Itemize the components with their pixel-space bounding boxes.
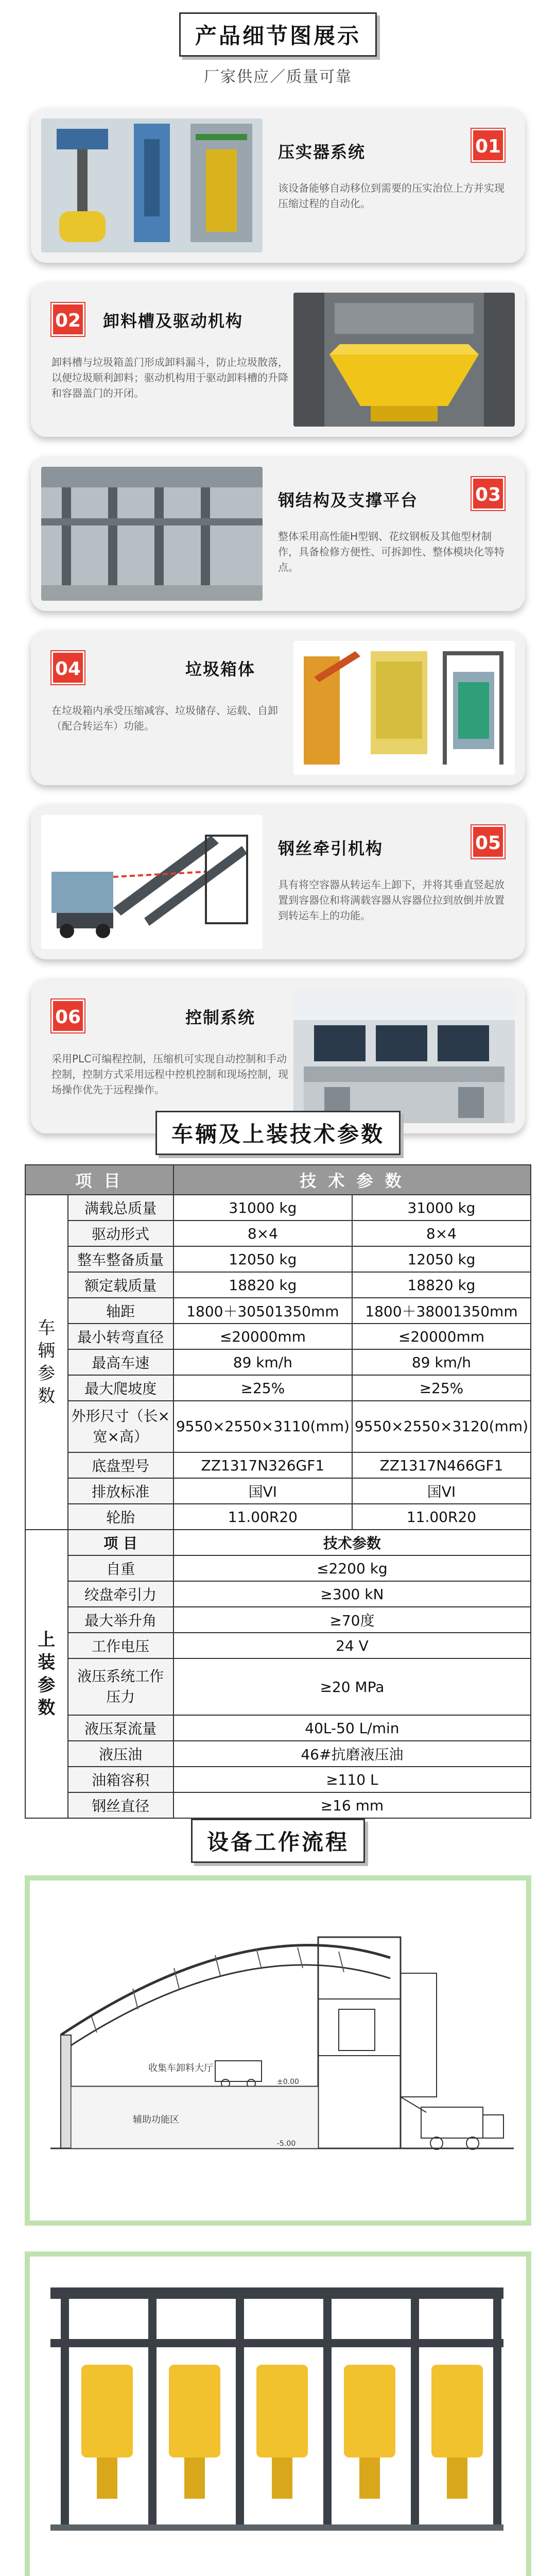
row-label: 钢丝直径 bbox=[68, 1792, 173, 1818]
row-value-a: 8×4 bbox=[173, 1221, 352, 1246]
row-label: 满载总质量 bbox=[68, 1195, 173, 1221]
table-row bbox=[25, 1195, 531, 1221]
card-description: 具有将空容器从转运车上卸下，并将其垂直竖起放置到容器位和将满载容器从容器位拉到放倒并放置到转运车上的功能。 bbox=[278, 878, 505, 922]
table-header-row bbox=[25, 1165, 531, 1195]
card-number: 04 bbox=[51, 651, 84, 684]
row-value-a: 1800＋30501350mm bbox=[173, 1298, 352, 1324]
row-value-b: ≥25% bbox=[352, 1375, 531, 1401]
feature-card-container bbox=[31, 631, 525, 785]
row-value-a: 89 km/h bbox=[173, 1349, 352, 1375]
table-row bbox=[25, 1581, 531, 1607]
row-value-a: 18820 kg bbox=[173, 1272, 352, 1298]
row-value: ≥110 L bbox=[173, 1767, 531, 1792]
table-row bbox=[25, 1741, 531, 1767]
card-title: 压实器系统 bbox=[278, 142, 366, 162]
row-label: 工作电压 bbox=[68, 1633, 173, 1658]
row-value-b: 国VI bbox=[352, 1478, 531, 1504]
row-value-a: ≤20000mm bbox=[173, 1324, 352, 1349]
row-value: 24 V bbox=[173, 1633, 531, 1658]
row-value-a: 国VI bbox=[173, 1478, 352, 1504]
row-label: 最大爬坡度 bbox=[68, 1375, 173, 1401]
feature-card-steel-structure bbox=[31, 456, 525, 611]
process-section-header bbox=[0, 1819, 556, 1863]
row-label: 液压油 bbox=[68, 1741, 173, 1767]
row-label: 外形尺寸（长×宽×高） bbox=[68, 1401, 173, 1452]
row-label: 最高车速 bbox=[68, 1349, 173, 1375]
steel-structure-photo bbox=[41, 467, 263, 601]
card-description: 在垃圾箱内承受压缩减容、垃圾储存、运载、自卸（配合转运车）功能。 bbox=[51, 704, 278, 732]
control-room-photo bbox=[293, 989, 515, 1123]
row-label: 最大举升角 bbox=[68, 1607, 173, 1633]
upper-header-params: 技术参数 bbox=[173, 1530, 531, 1555]
row-label: 驱动形式 bbox=[68, 1221, 173, 1246]
table-row bbox=[25, 1401, 531, 1452]
row-value-b: 12050 kg bbox=[352, 1246, 531, 1272]
table-row bbox=[25, 1715, 531, 1741]
table-row bbox=[25, 1324, 531, 1349]
row-value: ≥20 MPa bbox=[173, 1658, 531, 1715]
card-title: 控制系统 bbox=[185, 1008, 256, 1027]
process-section-drawing bbox=[25, 1875, 531, 2226]
spec-section-title: 车辆及上装技术参数 bbox=[155, 1111, 401, 1155]
row-value-a: 31000 kg bbox=[173, 1195, 352, 1221]
table-header-params: 技 术 参 数 bbox=[173, 1165, 531, 1195]
row-value-b: 8×4 bbox=[352, 1221, 531, 1246]
upper-group-label: 上装参数 bbox=[25, 1530, 68, 1818]
feature-card-compactor bbox=[31, 108, 525, 263]
table-row bbox=[25, 1555, 531, 1581]
row-label: 底盘型号 bbox=[68, 1452, 173, 1478]
row-value-a: 12050 kg bbox=[173, 1246, 352, 1272]
feature-card-wire-traction bbox=[31, 805, 525, 959]
row-label: 自重 bbox=[68, 1555, 173, 1581]
hall-label: 收集车卸料大厅 bbox=[148, 2063, 213, 2074]
card-title: 钢丝牵引机构 bbox=[278, 839, 384, 858]
wire-traction-illustration bbox=[41, 815, 263, 949]
table-row bbox=[25, 1767, 531, 1792]
table-row bbox=[25, 1607, 531, 1633]
table-row bbox=[25, 1504, 531, 1530]
row-label: 油箱容积 bbox=[68, 1767, 173, 1792]
render-svg bbox=[30, 2257, 526, 2576]
row-value: ≤2200 kg bbox=[173, 1555, 531, 1581]
area-label: 辅助功能区 bbox=[133, 2114, 179, 2125]
card-description: 整体采用高性能H型钢、花纹钢板及其他型材制作，具备检修方便性、可拆卸性、整体模块化等特点。 bbox=[278, 530, 505, 573]
row-label: 液压泵流量 bbox=[68, 1715, 173, 1741]
card-description: 采用PLC可编程控制，压缩机可实现自动控制和手动控制，控制方式采用远程中控机控制和现场控制，现场操作优先于远程操作。 bbox=[51, 1053, 288, 1096]
row-value-b: 1800＋38001350mm bbox=[352, 1298, 531, 1324]
table-row bbox=[25, 1298, 531, 1324]
row-label: 轴距 bbox=[68, 1298, 173, 1324]
detail-section-subtitle: 厂家供应／质量可靠 bbox=[204, 68, 352, 86]
spec-section-header bbox=[0, 1111, 556, 1155]
row-value-b: ≤20000mm bbox=[352, 1324, 531, 1349]
card-number: 06 bbox=[51, 999, 84, 1032]
table-header-item: 项 目 bbox=[25, 1165, 173, 1195]
row-label: 液压系统工作压力 bbox=[68, 1658, 173, 1715]
process-section-title: 设备工作流程 bbox=[191, 1819, 365, 1863]
upper-header-row bbox=[25, 1530, 531, 1555]
card-number: 02 bbox=[51, 303, 84, 336]
row-value-b: 89 km/h bbox=[352, 1349, 531, 1375]
table-row bbox=[25, 1792, 531, 1818]
card-description: 卸料槽与垃圾箱盖门形成卸料漏斗，防止垃圾散落，以便垃圾顺利卸料；驱动机构用于驱动卸料槽的升降和容器盖门的开闭。 bbox=[51, 356, 288, 399]
vehicle-group-label: 车辆参数 bbox=[25, 1195, 68, 1530]
row-value: 46#抗磨液压油 bbox=[173, 1741, 531, 1767]
row-value-a: 11.00R20 bbox=[173, 1504, 352, 1530]
level-label-2: -5.00 bbox=[277, 2140, 296, 2148]
row-label: 绞盘牵引力 bbox=[68, 1581, 173, 1607]
detail-section-title: 产品细节图展示 bbox=[179, 12, 377, 57]
feature-card-discharge-chute bbox=[31, 282, 525, 437]
card-number: 05 bbox=[472, 825, 505, 858]
table-row bbox=[25, 1375, 531, 1401]
process-3d-render bbox=[25, 2251, 531, 2576]
row-value: ≥70度 bbox=[173, 1607, 531, 1633]
level-label-1: ±0.00 bbox=[277, 2078, 299, 2086]
row-label: 排放标准 bbox=[68, 1478, 173, 1504]
card-number: 03 bbox=[472, 477, 505, 510]
table-row bbox=[25, 1349, 531, 1375]
row-label: 轮胎 bbox=[68, 1504, 173, 1530]
row-value: ≥16 mm bbox=[173, 1792, 531, 1818]
row-label: 额定载质量 bbox=[68, 1272, 173, 1298]
row-label: 最小转弯直径 bbox=[68, 1324, 173, 1349]
row-value-a: ≥25% bbox=[173, 1375, 352, 1401]
discharge-chute-photo bbox=[293, 293, 515, 427]
table-row bbox=[25, 1452, 531, 1478]
row-value-b: 9550×2550×3120(mm) bbox=[352, 1401, 531, 1452]
card-description: 该设备能够自动移位到需要的压实治位上方并实现压缩过程的自动化。 bbox=[278, 182, 505, 210]
table-row bbox=[25, 1478, 531, 1504]
compactor-photo bbox=[41, 118, 263, 252]
row-value-b: 18820 kg bbox=[352, 1272, 531, 1298]
row-value-b: ZZ1317N466GF1 bbox=[352, 1452, 531, 1478]
table-row bbox=[25, 1658, 531, 1715]
table-row bbox=[25, 1633, 531, 1658]
row-value-b: 31000 kg bbox=[352, 1195, 531, 1221]
card-title: 垃圾箱体 bbox=[185, 659, 256, 679]
detail-section-header bbox=[0, 12, 556, 87]
card-number: 01 bbox=[472, 129, 505, 162]
card-title: 钢结构及支撑平台 bbox=[278, 490, 419, 510]
feature-card-control-system bbox=[31, 979, 525, 1133]
container-illustration bbox=[293, 641, 515, 775]
row-value-a: 9550×2550×3110(mm) bbox=[173, 1401, 352, 1452]
table-row bbox=[25, 1221, 531, 1246]
row-value-a: ZZ1317N326GF1 bbox=[173, 1452, 352, 1478]
row-value: ≥300 kN bbox=[173, 1581, 531, 1607]
upper-header-item: 项 目 bbox=[68, 1530, 173, 1555]
row-value-b: 11.00R20 bbox=[352, 1504, 531, 1530]
card-title: 卸料槽及驱动机构 bbox=[103, 311, 244, 331]
spec-table bbox=[25, 1164, 531, 1819]
row-label: 整车整备质量 bbox=[68, 1246, 173, 1272]
table-row bbox=[25, 1246, 531, 1272]
row-value: 40L-50 L/min bbox=[173, 1715, 531, 1741]
table-row bbox=[25, 1272, 531, 1298]
section-drawing-svg bbox=[30, 1880, 526, 2221]
